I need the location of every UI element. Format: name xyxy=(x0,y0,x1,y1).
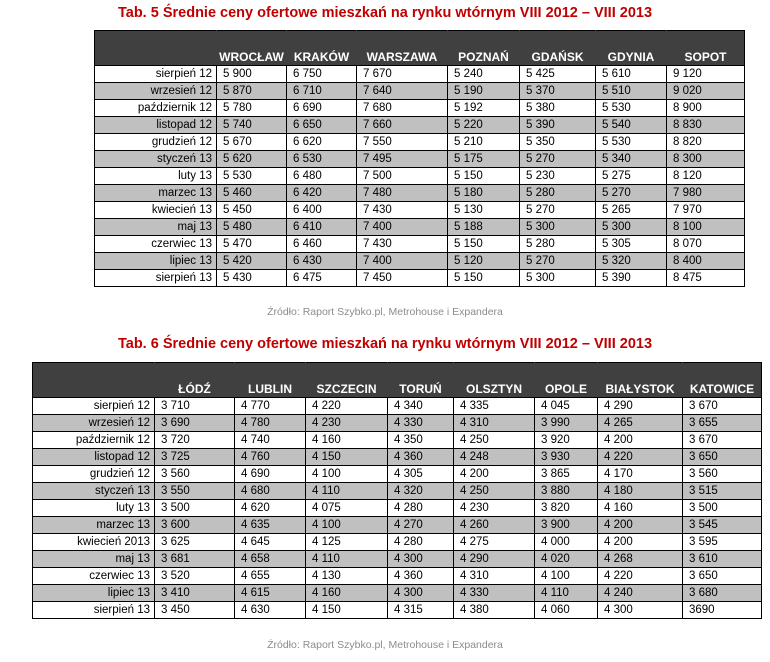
table6-price-cell: 4 100 xyxy=(306,517,388,534)
table6-price-cell: 4 200 xyxy=(454,466,535,483)
table5-month-cell: wrzesień 12 xyxy=(95,83,217,100)
table5-price-cell: 5 300 xyxy=(520,270,596,287)
table6-price-cell: 4 045 xyxy=(535,398,598,415)
table5-row xyxy=(95,134,745,151)
table6-price-cell: 4 000 xyxy=(535,534,598,551)
table6-price-cell: 4 635 xyxy=(235,517,306,534)
table5-price-cell: 8 120 xyxy=(667,168,745,185)
table5-price-cell: 6 710 xyxy=(287,83,357,100)
table6-price-cell: 4 280 xyxy=(388,500,454,517)
table5-price-cell: 5 450 xyxy=(217,202,287,219)
table5-price-cell: 5 230 xyxy=(520,168,596,185)
table5-price-cell: 5 270 xyxy=(520,253,596,270)
table6-price-cell: 3 930 xyxy=(535,449,598,466)
table5-month-cell: marzec 13 xyxy=(95,185,217,202)
table5-price-cell: 7 640 xyxy=(357,83,448,100)
table6-month-cell: czerwiec 13 xyxy=(33,568,155,585)
table6-price-cell: 4 265 xyxy=(598,415,683,432)
table5-price-cell: 5 670 xyxy=(217,134,287,151)
table6-price-cell: 3 990 xyxy=(535,415,598,432)
table5-price-cell: 5 390 xyxy=(596,270,667,287)
table6-month-cell: październik 12 xyxy=(33,432,155,449)
table5-price-cell: 5 530 xyxy=(596,100,667,117)
table6-price-cell: 4 335 xyxy=(454,398,535,415)
table6-row xyxy=(33,432,762,449)
table5-price-cell: 6 750 xyxy=(287,66,357,83)
table5-price-cell: 5 460 xyxy=(217,185,287,202)
table6-price-cell: 3 710 xyxy=(155,398,235,415)
table5-price-cell: 5 175 xyxy=(448,151,520,168)
table5-price-cell: 5 430 xyxy=(217,270,287,287)
table5-price-cell: 8 300 xyxy=(667,151,745,168)
table5-price-cell: 5 380 xyxy=(520,100,596,117)
table5-row xyxy=(95,66,745,83)
table6-price-cell: 4 300 xyxy=(598,602,683,619)
table5-price-cell: 5 190 xyxy=(448,83,520,100)
table5-price-cell: 5 340 xyxy=(596,151,667,168)
table6-row xyxy=(33,568,762,585)
table5-price-cell: 5 480 xyxy=(217,219,287,236)
table5-price-cell: 5 270 xyxy=(520,151,596,168)
table5-price-cell: 6 480 xyxy=(287,168,357,185)
table6-month-cell: wrzesień 12 xyxy=(33,415,155,432)
table6-price-cell: 3 625 xyxy=(155,534,235,551)
table6-column-header: LUBLIN xyxy=(235,363,306,398)
table5-month-cell: lipiec 13 xyxy=(95,253,217,270)
table6-price-cell: 3 690 xyxy=(155,415,235,432)
table5-column-header: GDYNIA xyxy=(596,31,667,66)
table6-price-cell: 3 650 xyxy=(683,568,762,585)
table5-column-header: WROCŁAW xyxy=(217,31,287,66)
table6-price-cell: 3 880 xyxy=(535,483,598,500)
table6-price-cell: 4 020 xyxy=(535,551,598,568)
table5-price-cell: 6 420 xyxy=(287,185,357,202)
table6-price-cell: 3 560 xyxy=(683,466,762,483)
table6-price-cell: 4 275 xyxy=(454,534,535,551)
table5-price-cell: 8 900 xyxy=(667,100,745,117)
table6-price-cell: 3 670 xyxy=(683,432,762,449)
table5-price-cell: 7 495 xyxy=(357,151,448,168)
table5-price-cell: 5 240 xyxy=(448,66,520,83)
table6-price-cell: 4 100 xyxy=(535,568,598,585)
table6-price-cell: 4 320 xyxy=(388,483,454,500)
table5-price-cell: 8 830 xyxy=(667,117,745,134)
table6-price-cell: 3 520 xyxy=(155,568,235,585)
table5-month-cell: sierpień 13 xyxy=(95,270,217,287)
table5-price-cell: 9 020 xyxy=(667,83,745,100)
table5-header-row xyxy=(95,31,745,66)
table6-row xyxy=(33,449,762,466)
table6-header-row xyxy=(33,363,762,398)
table6-row xyxy=(33,602,762,619)
table6-price-cell: 4 170 xyxy=(598,466,683,483)
table6-price-cell: 4 360 xyxy=(388,449,454,466)
table6-price-cell: 4 770 xyxy=(235,398,306,415)
table5-column-header: POZNAŃ xyxy=(448,31,520,66)
table5-price-cell: 6 475 xyxy=(287,270,357,287)
table5-price-cell: 5 425 xyxy=(520,66,596,83)
table5-price-cell: 7 980 xyxy=(667,185,745,202)
table5-month-cell: maj 13 xyxy=(95,219,217,236)
table6-row xyxy=(33,483,762,500)
table5-price-cell: 8 070 xyxy=(667,236,745,253)
table6-price-cell: 4 655 xyxy=(235,568,306,585)
table6-price-cell: 4 300 xyxy=(388,551,454,568)
table6-price-cell: 3 655 xyxy=(683,415,762,432)
table6-price-cell: 3 515 xyxy=(683,483,762,500)
table6-price-cell: 3 600 xyxy=(155,517,235,534)
table6-price-cell: 4 330 xyxy=(388,415,454,432)
table5-price-cell: 5 150 xyxy=(448,270,520,287)
table6-column-header: TORUŃ xyxy=(388,363,454,398)
table5-price-cell: 5 900 xyxy=(217,66,287,83)
table6-price-cell: 4 680 xyxy=(235,483,306,500)
table5-price-cell: 5 305 xyxy=(596,236,667,253)
table6-price-cell: 4 220 xyxy=(598,568,683,585)
table5-price-cell: 6 620 xyxy=(287,134,357,151)
table5-row xyxy=(95,151,745,168)
table5-month-cell: styczeń 13 xyxy=(95,151,217,168)
table5-price-cell: 5 180 xyxy=(448,185,520,202)
table6-price-cell: 4 250 xyxy=(454,483,535,500)
table5-price-cell: 5 320 xyxy=(596,253,667,270)
table6-price-cell: 4 260 xyxy=(454,517,535,534)
table5-title: Tab. 5 Średnie ceny ofertowe mieszkań na rynku wtórnym VIII 2012 – VIII 2013 xyxy=(117,5,653,21)
table5-price-cell: 5 300 xyxy=(596,219,667,236)
table6-price-cell: 3 550 xyxy=(155,483,235,500)
table6-price-cell: 4 110 xyxy=(306,483,388,500)
table5-body xyxy=(95,66,745,287)
table6-price-cell: 3 650 xyxy=(683,449,762,466)
table6-row xyxy=(33,517,762,534)
table5-price-cell: 5 540 xyxy=(596,117,667,134)
table5-price-cell: 9 120 xyxy=(667,66,745,83)
table5-row xyxy=(95,202,745,219)
table5-price-cell: 5 870 xyxy=(217,83,287,100)
table5-price-cell: 5 280 xyxy=(520,236,596,253)
table6-corner-cell xyxy=(33,363,155,398)
table5-corner-cell xyxy=(95,31,217,66)
table6-price-cell: 4 350 xyxy=(388,432,454,449)
table5-price-cell: 5 150 xyxy=(448,236,520,253)
table6-price-cell: 3 500 xyxy=(155,500,235,517)
table6-row xyxy=(33,415,762,432)
table6-column-header: OLSZTYN xyxy=(454,363,535,398)
table6-row xyxy=(33,534,762,551)
table6-price-cell: 3 670 xyxy=(683,398,762,415)
table5-price-cell: 5 300 xyxy=(520,219,596,236)
table6-price-cell: 4 200 xyxy=(598,534,683,551)
table6-price-cell: 4 240 xyxy=(598,585,683,602)
table5-price-cell: 5 210 xyxy=(448,134,520,151)
table6-column-header: OPOLE xyxy=(535,363,598,398)
table5-price-cell: 5 150 xyxy=(448,168,520,185)
table6-price-cell: 3 680 xyxy=(683,585,762,602)
table5-column-header: GDAŃSK xyxy=(520,31,596,66)
table6-price-cell: 3 595 xyxy=(683,534,762,551)
table6-price-cell: 4 248 xyxy=(454,449,535,466)
table6-price-cell: 4 100 xyxy=(306,466,388,483)
table6-row xyxy=(33,466,762,483)
table5-month-cell: czerwiec 13 xyxy=(95,236,217,253)
table6-price-cell: 4 200 xyxy=(598,432,683,449)
table5-column-header: KRAKÓW xyxy=(287,31,357,66)
table6-price-cell: 4 360 xyxy=(388,568,454,585)
table5-month-cell: kwiecień 13 xyxy=(95,202,217,219)
table6-column-header: SZCZECIN xyxy=(306,363,388,398)
table6-price-cell: 4 315 xyxy=(388,602,454,619)
table6-column-header: KATOWICE xyxy=(683,363,762,398)
table6-price-cell: 4 250 xyxy=(454,432,535,449)
table6-price-cell: 4 645 xyxy=(235,534,306,551)
table6-price-cell: 3690 xyxy=(683,602,762,619)
table5-row xyxy=(95,253,745,270)
table5-price-cell: 5 270 xyxy=(596,185,667,202)
table5-row xyxy=(95,100,745,117)
table6-price-cell: 3 610 xyxy=(683,551,762,568)
table6-price-cell: 4 630 xyxy=(235,602,306,619)
table6-price-cell: 4 060 xyxy=(535,602,598,619)
table6-price-cell: 4 160 xyxy=(306,585,388,602)
table5-price-cell: 5 192 xyxy=(448,100,520,117)
table5-price-cell: 5 390 xyxy=(520,117,596,134)
table5-price-cell: 5 620 xyxy=(217,151,287,168)
table6-month-cell: lipiec 13 xyxy=(33,585,155,602)
table6-price-cell: 4 615 xyxy=(235,585,306,602)
table5-price-cell: 7 670 xyxy=(357,66,448,83)
table5-column-header: WARSZAWA xyxy=(357,31,448,66)
table6-price-cell: 4 340 xyxy=(388,398,454,415)
table5-row xyxy=(95,117,745,134)
table6-month-cell: kwiecień 2013 xyxy=(33,534,155,551)
table6-month-cell: sierpień 12 xyxy=(33,398,155,415)
table5-row xyxy=(95,219,745,236)
table5-price-cell: 5 188 xyxy=(448,219,520,236)
table6-month-cell: marzec 13 xyxy=(33,517,155,534)
table6-price-cell: 3 720 xyxy=(155,432,235,449)
table6-body xyxy=(33,398,762,619)
table6-price-cell: 4 110 xyxy=(306,551,388,568)
table5-month-cell: październik 12 xyxy=(95,100,217,117)
table6-price-cell: 4 075 xyxy=(306,500,388,517)
table5-price-cell: 6 650 xyxy=(287,117,357,134)
table5-source-note: Źródło: Raport Szybko.pl, Metrohouse i Expandera xyxy=(267,306,503,318)
table6-price-cell: 4 220 xyxy=(598,449,683,466)
table6-price-cell: 3 545 xyxy=(683,517,762,534)
table5-price-cell: 5 470 xyxy=(217,236,287,253)
table6-price-cell: 4 220 xyxy=(306,398,388,415)
table6-price-cell: 4 780 xyxy=(235,415,306,432)
table5-price-cell: 5 740 xyxy=(217,117,287,134)
table5-price-cell: 5 420 xyxy=(217,253,287,270)
table5-column-header: SOPOT xyxy=(667,31,745,66)
table5-price-cell: 7 480 xyxy=(357,185,448,202)
table5-row xyxy=(95,168,745,185)
table6-month-cell: maj 13 xyxy=(33,551,155,568)
table6-price-cell: 4 230 xyxy=(454,500,535,517)
table6-price-cell: 4 310 xyxy=(454,415,535,432)
table6-month-cell: sierpień 13 xyxy=(33,602,155,619)
table5-price-cell: 7 660 xyxy=(357,117,448,134)
table6-month-cell: listopad 12 xyxy=(33,449,155,466)
table6-price-cell: 4 150 xyxy=(306,602,388,619)
table6-price-cell: 3 500 xyxy=(683,500,762,517)
table6-price-cell: 3 560 xyxy=(155,466,235,483)
table5-price-cell: 7 400 xyxy=(357,219,448,236)
table6-price-cell: 4 760 xyxy=(235,449,306,466)
table6-price-cell: 4 125 xyxy=(306,534,388,551)
table6-price-cell: 4 620 xyxy=(235,500,306,517)
table5-price-cell: 6 410 xyxy=(287,219,357,236)
table5-price-cell: 5 120 xyxy=(448,253,520,270)
table5-month-cell: listopad 12 xyxy=(95,117,217,134)
table6-price-cell: 4 150 xyxy=(306,449,388,466)
table6-row xyxy=(33,585,762,602)
table6-price-cell: 4 740 xyxy=(235,432,306,449)
table6-price-cell: 4 110 xyxy=(535,585,598,602)
table6-price-cell: 4 380 xyxy=(454,602,535,619)
table6-price-cell: 3 450 xyxy=(155,602,235,619)
table5-price-cell: 5 350 xyxy=(520,134,596,151)
table5-row xyxy=(95,270,745,287)
table6-source-note: Źródło: Raport Szybko.pl, Metrohouse i Expandera xyxy=(267,639,503,651)
table5-row xyxy=(95,83,745,100)
table6-price-cell: 4 330 xyxy=(454,585,535,602)
table6-price-cell: 4 270 xyxy=(388,517,454,534)
table6-price-cell: 4 130 xyxy=(306,568,388,585)
table5-price-cell: 5 780 xyxy=(217,100,287,117)
table6-price-cell: 4 305 xyxy=(388,466,454,483)
table6-month-cell: styczeń 13 xyxy=(33,483,155,500)
table5-price-cell: 5 510 xyxy=(596,83,667,100)
table5-price-cell: 7 680 xyxy=(357,100,448,117)
table5-price-cell: 7 430 xyxy=(357,202,448,219)
table6-price-cell: 4 160 xyxy=(306,432,388,449)
table5-price-cell: 5 370 xyxy=(520,83,596,100)
table6-price-cell: 4 268 xyxy=(598,551,683,568)
table5-price-cell: 7 550 xyxy=(357,134,448,151)
table6-price-cell: 3 920 xyxy=(535,432,598,449)
table5-price-cell: 5 610 xyxy=(596,66,667,83)
table5-price-cell: 6 690 xyxy=(287,100,357,117)
table5-price-cell: 6 400 xyxy=(287,202,357,219)
table6-price-cell: 4 230 xyxy=(306,415,388,432)
table5-price-cell: 7 450 xyxy=(357,270,448,287)
table5-price-cell: 5 220 xyxy=(448,117,520,134)
table5-price-cell: 8 100 xyxy=(667,219,745,236)
table6-price-cell: 3 410 xyxy=(155,585,235,602)
table6-price-cell: 4 290 xyxy=(598,398,683,415)
table5-price-table xyxy=(94,30,745,287)
table5-price-cell: 6 430 xyxy=(287,253,357,270)
table6-price-cell: 3 900 xyxy=(535,517,598,534)
table6-price-cell: 4 300 xyxy=(388,585,454,602)
table6-column-header: ŁÓDŹ xyxy=(155,363,235,398)
table5-price-cell: 5 275 xyxy=(596,168,667,185)
table5-row xyxy=(95,236,745,253)
table5-price-cell: 6 460 xyxy=(287,236,357,253)
table5-month-cell: sierpień 12 xyxy=(95,66,217,83)
table5-price-cell: 7 970 xyxy=(667,202,745,219)
table6-title: Tab. 6 Średnie ceny ofertowe mieszkań na rynku wtórnym VIII 2012 – VIII 2013 xyxy=(117,336,653,352)
table5-price-cell: 5 530 xyxy=(217,168,287,185)
table5-price-cell: 7 400 xyxy=(357,253,448,270)
table6-price-cell: 3 681 xyxy=(155,551,235,568)
table5-price-cell: 5 130 xyxy=(448,202,520,219)
table6-price-cell: 4 160 xyxy=(598,500,683,517)
table6-price-cell: 4 310 xyxy=(454,568,535,585)
table5-price-cell: 5 530 xyxy=(596,134,667,151)
table6-price-table xyxy=(32,362,762,619)
table5-price-cell: 8 400 xyxy=(667,253,745,270)
table6-price-cell: 4 690 xyxy=(235,466,306,483)
table5-price-cell: 8 820 xyxy=(667,134,745,151)
table6-price-cell: 4 180 xyxy=(598,483,683,500)
table5-price-cell: 7 500 xyxy=(357,168,448,185)
table5-month-cell: grudzień 12 xyxy=(95,134,217,151)
table6-row xyxy=(33,398,762,415)
table6-row xyxy=(33,500,762,517)
table6-price-cell: 4 200 xyxy=(598,517,683,534)
table5-price-cell: 6 530 xyxy=(287,151,357,168)
table6-month-cell: grudzień 12 xyxy=(33,466,155,483)
table6-price-cell: 4 290 xyxy=(454,551,535,568)
table6-price-cell: 3 820 xyxy=(535,500,598,517)
table6-price-cell: 3 725 xyxy=(155,449,235,466)
table5-price-cell: 5 265 xyxy=(596,202,667,219)
table5-price-cell: 5 280 xyxy=(520,185,596,202)
table6-month-cell: luty 13 xyxy=(33,500,155,517)
table5-price-cell: 5 270 xyxy=(520,202,596,219)
table5-price-cell: 8 475 xyxy=(667,270,745,287)
table5-month-cell: luty 13 xyxy=(95,168,217,185)
table6-column-header: BIAŁYSTOK xyxy=(598,363,683,398)
table6-price-cell: 4 658 xyxy=(235,551,306,568)
table5-price-cell: 7 430 xyxy=(357,236,448,253)
table6-price-cell: 3 865 xyxy=(535,466,598,483)
table6-row xyxy=(33,551,762,568)
table6-price-cell: 4 280 xyxy=(388,534,454,551)
table5-row xyxy=(95,185,745,202)
